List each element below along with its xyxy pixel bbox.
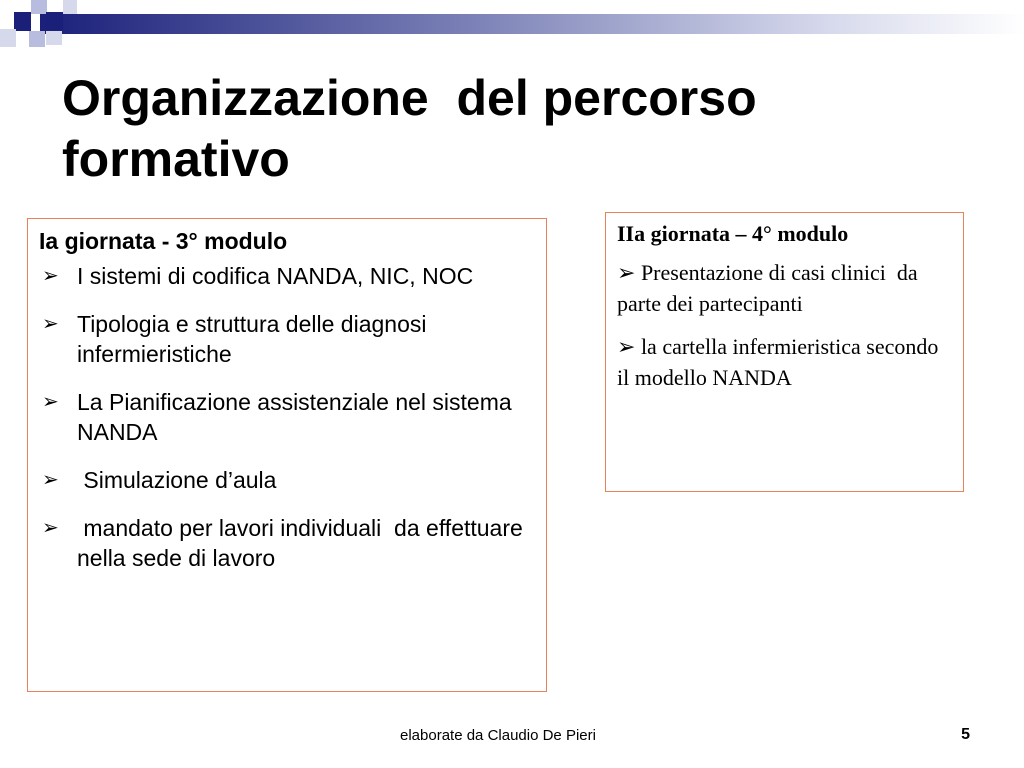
arrow-bullet-icon: ➢ <box>42 469 59 491</box>
arrow-bullet-icon: ➢ <box>42 265 59 287</box>
list-item <box>39 261 536 291</box>
slide-title: Organizzazione del percorso formativo <box>62 70 771 187</box>
module-4-box <box>605 212 964 492</box>
list-item <box>39 309 536 369</box>
list-item-text: Presentazione di casi clinici da parte dei partecipanti <box>617 260 924 316</box>
list-item-text: la cartella infermieristica secondo il modello NANDA <box>617 334 944 390</box>
arrow-bullet-icon: ➢ <box>42 517 59 539</box>
module-3-box <box>27 218 547 692</box>
arrow-bullet-icon: ➢ <box>617 334 641 359</box>
arrow-bullet-icon: ➢ <box>42 391 59 413</box>
list-item-text: mandato per lavori individuali da effettuare nella sede di lavoro <box>77 515 530 571</box>
list-item <box>39 465 536 495</box>
page-number: 5 <box>961 726 970 743</box>
module-3-list <box>39 261 536 573</box>
list-item-text: Tipologia e struttura delle diagnosi infermieristiche <box>77 311 433 367</box>
arrow-bullet-icon: ➢ <box>42 313 59 335</box>
module-3-heading: Ia giornata - 3° modulo <box>39 228 288 254</box>
list-item-text: La Pianificazione assistenziale nel sistema NANDA <box>77 389 519 445</box>
list-item <box>39 387 536 447</box>
arrow-bullet-icon: ➢ <box>617 260 641 285</box>
footer-credit: elaborate da Claudio De Pieri <box>400 727 596 744</box>
module-4-heading: IIa giornata – 4° modulo <box>617 221 849 246</box>
list-item-text: I sistemi di codifica NANDA, NIC, NOC <box>77 263 474 289</box>
list-item <box>617 331 955 393</box>
list-item <box>39 513 536 573</box>
list-item-text: Simulazione d’aula <box>77 467 277 493</box>
list-item <box>617 257 955 319</box>
decorative-header-bar <box>0 0 1024 62</box>
